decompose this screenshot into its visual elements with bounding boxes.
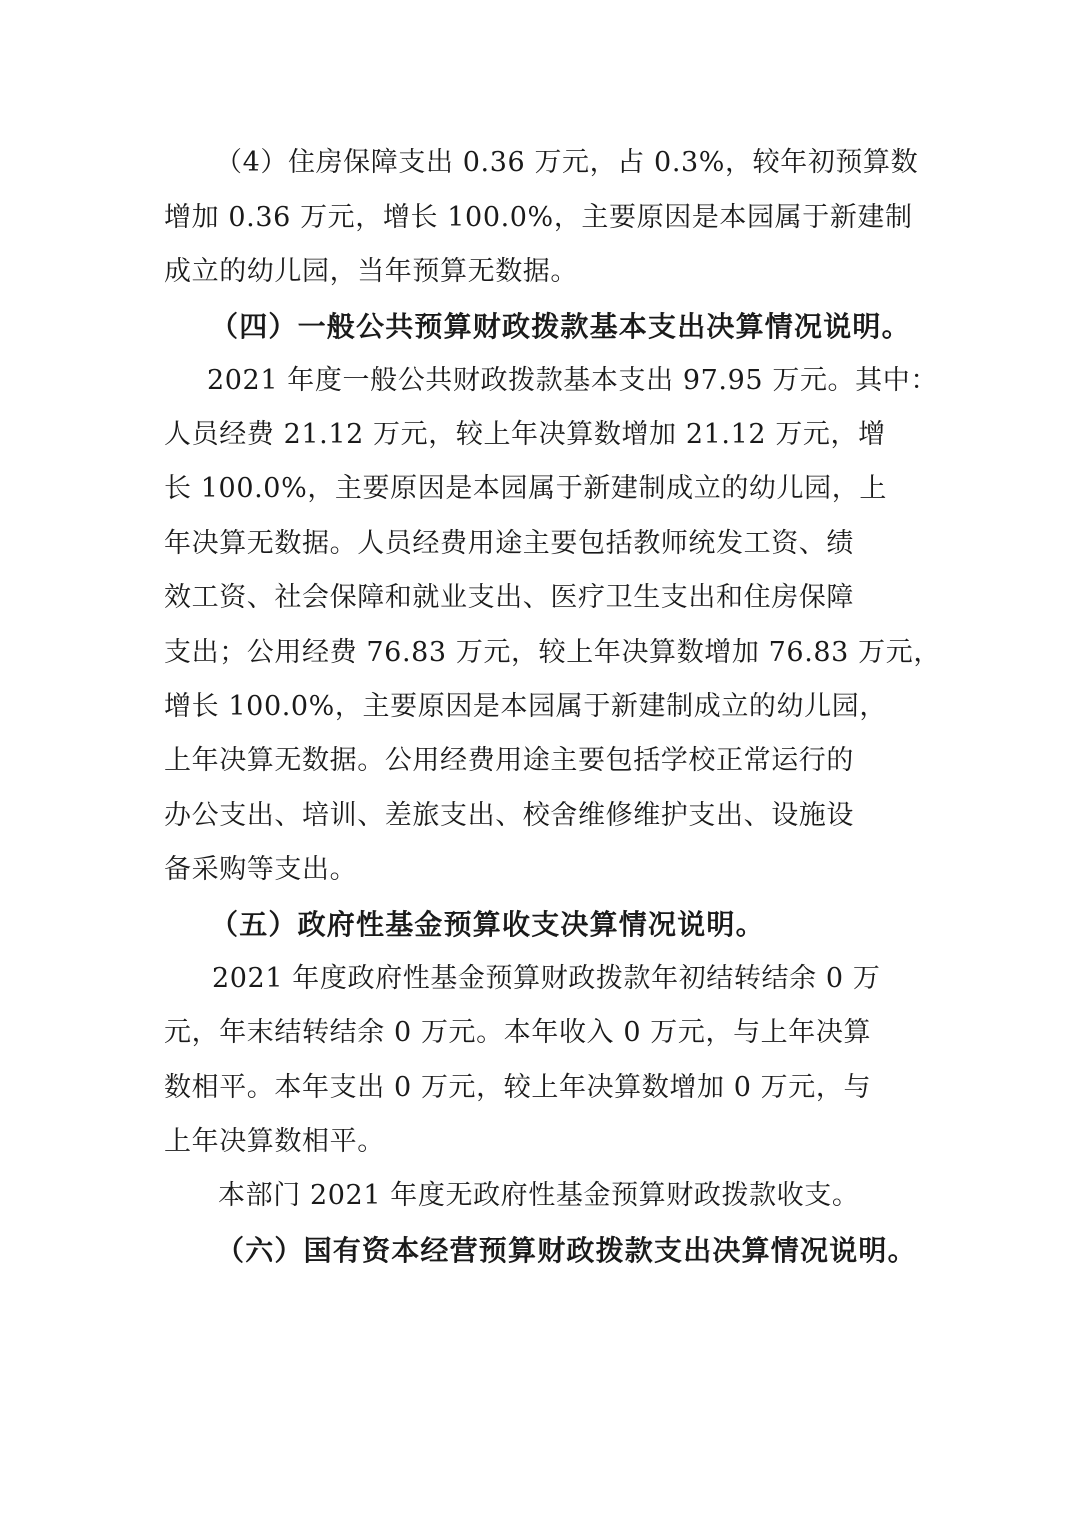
paragraph-line: 上年决算数相平。 [164, 1126, 385, 1157]
section-heading-4: （四）一般公共预算财政拨款基本支出决算情况说明。 [210, 310, 911, 343]
section-heading-5: （五）政府性基金预算收支决算情况说明。 [210, 908, 765, 941]
paragraph-line: 备采购等支出。 [164, 854, 358, 885]
paragraph-line: 本部门 2021 年度无政府性基金预算财政拨款收支。 [218, 1180, 860, 1211]
paragraph-line: 成立的幼儿园，当年预算无数据。 [164, 256, 578, 287]
paragraph-line: 办公支出、培训、差旅支出、校舍维修维护支出、设施设 [164, 800, 854, 831]
paragraph-line: （4）住房保障支出 0.36 万元，占 0.3%，较年初预算数 [215, 147, 919, 178]
paragraph-line: 上年决算无数据。公用经费用途主要包括学校正常运行的 [164, 745, 854, 776]
paragraph-line: 支出；公用经费 76.83 万元，较上年决算数增加 76.83 万元， [164, 637, 941, 668]
paragraph-line: 年决算无数据。人员经费用途主要包括教师统发工资、绩 [164, 528, 854, 559]
paragraph-line: 增长 100.0%，主要原因是本园属于新建制成立的幼儿园， [164, 691, 887, 722]
paragraph-line: 效工资、社会保障和就业支出、医疗卫生支出和住房保障 [164, 582, 854, 613]
paragraph-line: 数相平。本年支出 0 万元，较上年决算数增加 0 万元，与 [164, 1072, 872, 1103]
paragraph-line: 元，年末结转结余 0 万元。本年收入 0 万元，与上年决算 [164, 1017, 872, 1048]
paragraph-line: 增加 0.36 万元，增长 100.0%，主要原因是本园属于新建制 [164, 202, 913, 233]
paragraph-line: 2021 年度政府性基金预算财政拨款年初结转结余 0 万 [212, 963, 881, 994]
paragraph-line: 长 100.0%，主要原因是本园属于新建制成立的幼儿园，上 [164, 473, 887, 504]
paragraph-line: 人员经费 21.12 万元，较上年决算数增加 21.12 万元，增 [164, 419, 886, 450]
section-heading-6: （六）国有资本经营预算财政拨款支出决算情况说明。 [216, 1234, 917, 1267]
paragraph-line: 2021 年度一般公共财政拨款基本支出 97.95 万元。其中： [207, 365, 938, 396]
